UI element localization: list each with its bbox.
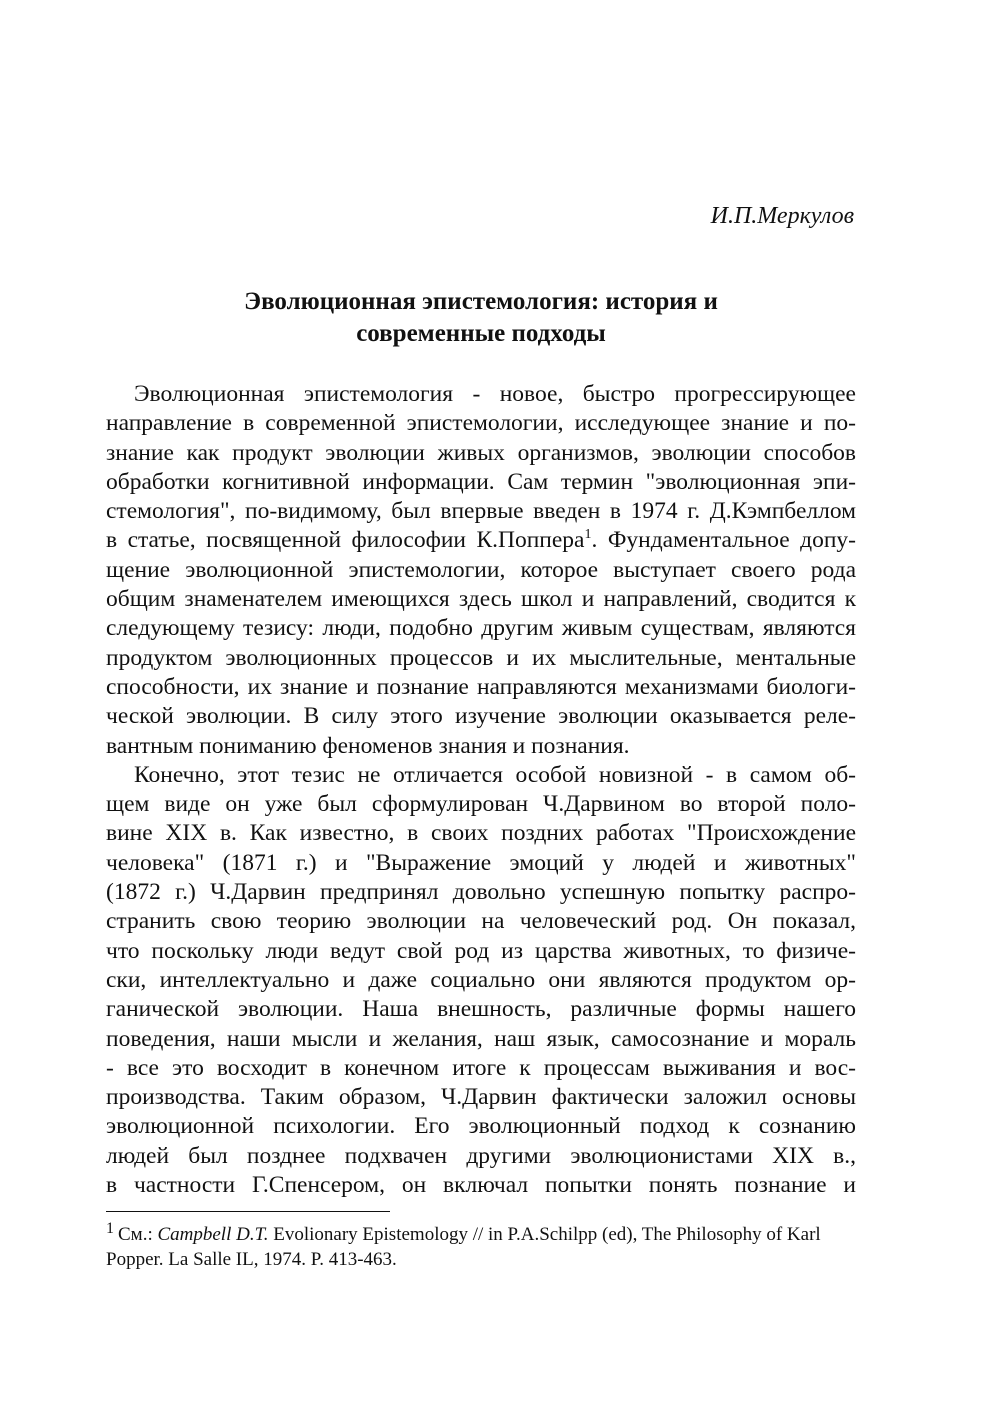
text-line: знание как продукт эволюции живых организмов, эволюции способов bbox=[106, 439, 856, 466]
title-line-2: современные подходы bbox=[356, 320, 606, 347]
text-line-with-footnote bbox=[106, 526, 856, 555]
footnote-line-1 bbox=[106, 1222, 856, 1247]
text-line: общим знаменателем имеющихся здесь школ и направлений, сводится к bbox=[106, 586, 856, 613]
text-line: человека" (1871 г.) и "Выражение эмоций у людей и животных" bbox=[106, 849, 856, 876]
text-line: щение эволюционной эпистемологии, которое выступает своего рода bbox=[106, 556, 856, 583]
text-line: ски, интеллектуально и даже социально они являются продуктом ор- bbox=[106, 966, 856, 993]
text-line: вине XIX в. Как известно, в своих поздних работах "Происхождение bbox=[106, 820, 856, 847]
text-line: способности, их знание и познание направляются механизмами биологи- bbox=[106, 673, 856, 700]
text-line: стемология", по-видимому, был впервые введен в 1974 г. Д.Кэмпбеллом bbox=[106, 498, 856, 525]
footnote-citation: Evolionary Epistemology // in P.A.Schilpp (ed), The Philosophy of Karl bbox=[268, 1224, 821, 1245]
text-line: людей был позднее подхвачен другими эволюционистами XIX в., bbox=[106, 1142, 856, 1169]
author-name: И.П.Меркулов bbox=[710, 203, 854, 229]
text-line: производства. Таким образом, Ч.Дарвин фактически заложил основы bbox=[106, 1084, 856, 1111]
footnote-author: Campbell D.T. bbox=[157, 1224, 269, 1245]
text-line: поведения, наши мысли и желания, наш язык, самосознание и мораль bbox=[106, 1025, 856, 1052]
text-segment: в статье, посвященной философии К.Поппера bbox=[106, 527, 585, 554]
paragraph-1 bbox=[106, 380, 856, 761]
footnote-divider bbox=[106, 1211, 390, 1212]
text-line: (1872 г.) Ч.Дарвин предпринял довольно успешную попытку распро- bbox=[106, 879, 856, 906]
text-line: обработки когнитивной информации. Сам термин "эволюционная эпи- bbox=[106, 468, 856, 495]
article-title bbox=[106, 286, 856, 350]
footnote-line-2: Popper. La Salle IL, 1974. P. 413-463. bbox=[106, 1249, 397, 1270]
text-line: ганической эволюции. Наша внешность, различные формы нашего bbox=[106, 996, 856, 1023]
title-line-1: Эволюционная эпистемология: история и bbox=[244, 288, 718, 315]
text-line: ческой эволюции. В силу этого изучение эволюции оказывается реле- bbox=[106, 703, 856, 730]
text-line: следующему тезису: люди, подобно другим живым существам, являются bbox=[106, 615, 856, 642]
footnote-prefix: См.: bbox=[118, 1224, 158, 1245]
footnote-reference[interactable]: 1 bbox=[584, 527, 592, 543]
text-line: направление в современной эпистемологии, исследующее знание и по- bbox=[106, 410, 856, 437]
text-line: щем виде он уже был сформулирован Ч.Дарвином во второй поло- bbox=[106, 791, 856, 818]
text-line: - все это восходит в конечном итоге к процессам выживания и вос- bbox=[106, 1054, 856, 1081]
footnote bbox=[106, 1222, 856, 1272]
text-segment: . Фундаментальное допу- bbox=[591, 527, 856, 554]
text-line: эволюционной психологии. Его эволюционный подход к сознанию bbox=[106, 1113, 856, 1140]
text-line: в частности Г.Спенсером, он включал попытки понять познание и bbox=[106, 1172, 856, 1199]
footnote-mark: 1 bbox=[106, 1220, 114, 1237]
text-line: что поскольку люди ведут свой род из царства животных, то физиче- bbox=[106, 937, 856, 964]
article-body bbox=[106, 380, 856, 1200]
text-line: продуктом эволюционных процессов и их мыслительные, ментальные bbox=[106, 644, 856, 671]
text-line: Конечно, этот тезис не отличается особой новизной - в самом об- bbox=[134, 761, 856, 788]
text-line: Эволюционная эпистемология - новое, быстро прогрессирующее bbox=[134, 381, 856, 407]
text-line: вантным пониманию феноменов знания и познания. bbox=[106, 732, 630, 759]
text-line: странить свою теорию эволюции на человеческий род. Он показал, bbox=[106, 908, 856, 935]
paragraph-2 bbox=[106, 761, 856, 1200]
